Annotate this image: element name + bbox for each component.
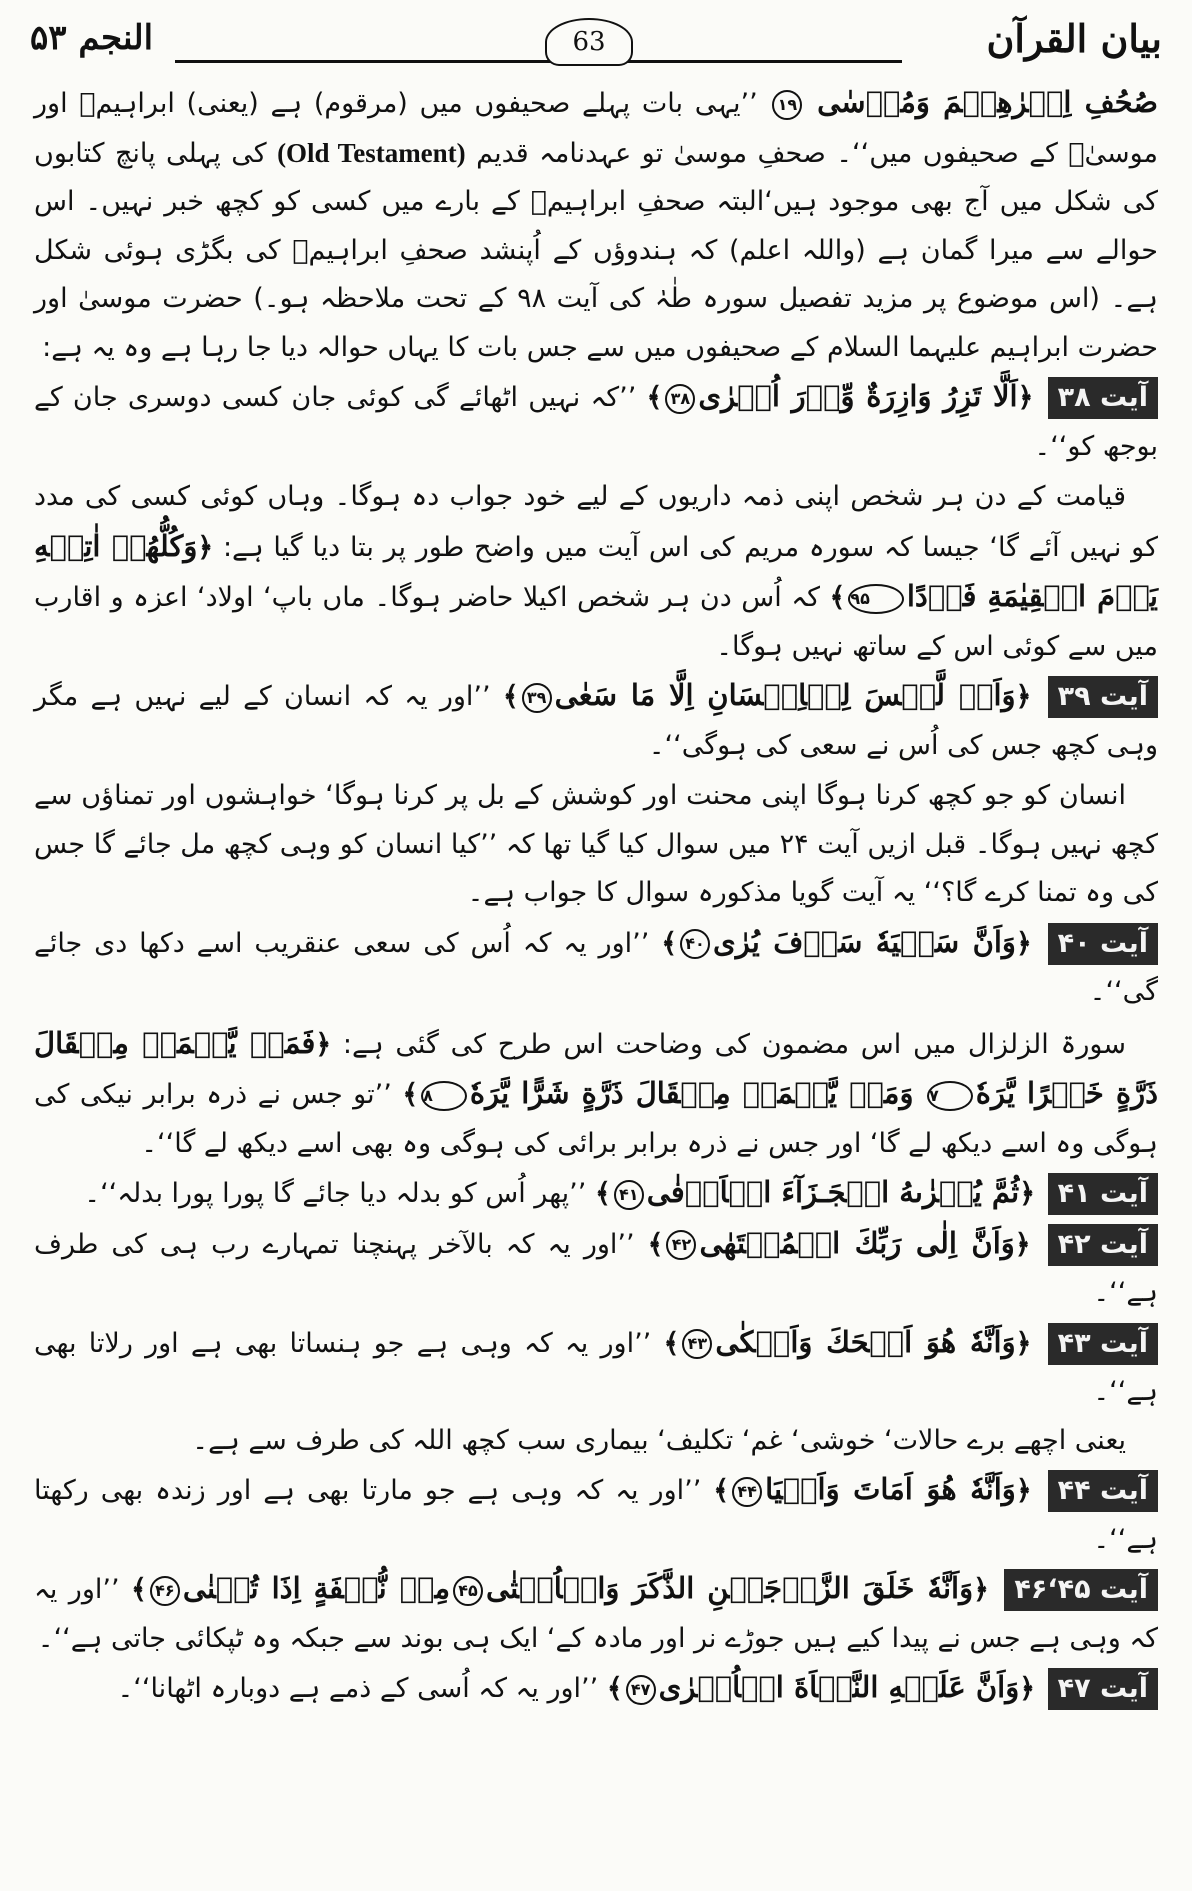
quran-verse: وَاَنَّ سَعۡيَهٗ سَوۡفَ يُرٰى <box>713 924 1016 959</box>
ayah-number-marker: ۹۵ <box>848 584 904 614</box>
ayah-45-46 <box>34 1564 1158 1663</box>
open-bracket: ﴿ <box>315 1028 332 1060</box>
quran-verse: وَاَنَّ عَلَيۡهِ النَّشۡاَةَ الۡاُخۡرٰى <box>658 1670 1020 1704</box>
open-bracket: ﴿ <box>1019 1673 1036 1704</box>
close-bracket: ﴾ <box>663 1327 680 1359</box>
ayah-42 <box>34 1219 1158 1318</box>
ayah-label: آیت ۳۹ <box>1048 676 1158 718</box>
ayah-40 <box>34 918 1158 1017</box>
open-bracket: ﴿ <box>1015 1475 1032 1506</box>
ayah-label: آیت ۴۰ <box>1048 923 1158 965</box>
ayah-number-marker: ۷ <box>927 1081 973 1111</box>
close-bracket: ﴾ <box>661 927 678 959</box>
commentary-text: انسان کو جو کچھ کرنا ہوگا اپنی محنت اور کوشش کے بل پر کرنا ہوگا‘ خواہشوں اور تمناؤں سے کچھ نہیں ہوگا۔ قبل ازیں آیت ۲۴ میں سوال کیا گیا تھا کہ ’’کیا انسان کو وہی کچھ مل جائے گا جس کی وہ تمنا کرے گا؟‘‘ یہ آیت گویا مذکورہ سوال کا جواب ہے۔ <box>34 780 1158 908</box>
ayah-number-marker: ۴۱ <box>614 1180 644 1210</box>
open-bracket: ﴿ <box>1015 1327 1032 1359</box>
page-number: 63 <box>545 18 633 66</box>
quran-excerpt: وَمَنۡ يَّعۡمَلۡ مِثۡقَالَ ذَرَّةٍ شَرًّا يَّرَهٗ <box>469 1076 914 1110</box>
quran-verse: ثُمَّ يُجۡزٰٮهُ الۡجَـزَآءَ الۡاَوۡفٰى <box>646 1175 1020 1209</box>
commentary-text: قیامت کے دن ہر شخص اپنی ذمہ داریوں کے لیے خود جواب دہ ہوگا۔ وہاں کوئی کسی کی مدد کو نہیں آئے گا‘ جیسا کہ سورہ مریم کی اس آیت میں واضح طور پر بتا دیا گیا ہے: <box>34 481 1158 563</box>
paragraph-3 <box>34 772 1158 918</box>
quran-verse: اَلَّا تَزِرُ وَازِرَةٌ وِّزۡرَ اُخۡرٰى <box>698 379 1018 413</box>
quran-verse: وَاَنَّهٗ خَلَقَ الزَّوۡجَيۡنِ الذَّكَرَ وَالۡاُنۡثٰى <box>486 1571 974 1605</box>
quran-excerpt: وَكُلُّهُمۡ اٰتِيۡهِ يَوۡمَ الۡقِيٰمَةِ فَرۡدًا <box>34 528 1158 613</box>
translation-text: ’’کہ نہیں اٹھائے گی کوئی جان کسی دوسری جان کے بوجھ کو‘‘۔ <box>34 382 1158 462</box>
translation-text: ’’اور یہ کہ اُس کی سعی عنقریب اسے دکھا دی جائے گی‘‘۔ <box>34 927 1158 1007</box>
ayah-47 <box>34 1663 1158 1714</box>
ayah-39 <box>34 671 1158 770</box>
translation-text: ’’اور یہ کہ انسان کے لیے نہیں ہے مگر وہی کچھ جس کی اُس نے سعی کی ہوگی‘‘۔ <box>34 681 1158 761</box>
ayah-number-marker: ۳۹ <box>522 683 552 713</box>
commentary-text: سورۃ الزلزال میں اس مضمون کی وضاحت اس طرح کی گئی ہے: <box>342 1028 1126 1060</box>
open-bracket: ﴿ <box>1014 1228 1031 1260</box>
ayah-label: آیت ۴۳ <box>1048 1323 1158 1365</box>
paragraph-4 <box>34 1019 1158 1169</box>
close-bracket: ﴾ <box>594 1178 611 1209</box>
translation-text: ’’اور یہ کہ وہی ہے جو مارتا بھی ہے اور زندہ بھی رکھتا ہے‘‘۔ <box>34 1475 1158 1555</box>
translation-text: ’’اور یہ کہ اُسی کے ذمے ہے دوبارہ اٹھانا‘‘۔ <box>117 1673 599 1704</box>
close-bracket: ﴾ <box>713 1475 730 1506</box>
page-content <box>30 78 1162 1714</box>
english-term: (Old Testament) <box>277 137 466 168</box>
quran-verse: وَاَنَّهٗ هُوَ اَضۡحَكَ وَاَبۡكٰى <box>715 1324 1016 1359</box>
ayah-label: آیت ۴۵‘۴۶ <box>1004 1569 1158 1611</box>
open-bracket: ﴿ <box>1015 927 1032 959</box>
quran-verse: وَاَنَّ اِلٰى رَبِّكَ الۡمُنۡتَهٰى <box>699 1225 1015 1260</box>
book-page <box>30 14 1162 1874</box>
open-bracket: ﴿ <box>1015 681 1032 712</box>
commentary-text: یعنی اچھے برے حالات‘ خوشی‘ غم‘ تکلیف‘ بیماری سب کچھ اللہ کی طرف سے ہے۔ <box>192 1424 1126 1456</box>
ayah-number-marker: ۴۵ <box>453 1576 483 1606</box>
quran-verse: وَاَنۡ لَّيۡسَ لِلۡاِنۡسَانِ اِلَّا مَا سَعٰى <box>554 678 1016 712</box>
commentary-text: کی پہلی پانچ کتابوں کی شکل میں آج بھی موجود ہیں‘البتہ صحفِ ابراہیمؑ کے بارے میں کسی کو کچھ خبر نہیں۔ اس حوالے سے میرا گمان ہے (واللہ اعلم) کہ ہندوؤں کے اُپنشد صحفِ ابراہیمؑ کی بگڑی ہوئی شکل ہے۔ (اس موضوع پر مزید تفصیل سورہ طٰہٰ کی آیت ۹۸ کے تحت ملاحظہ ہو۔) حضرت موسیٰ اور حضرت ابراہیم علیہما السلام کے صحیفوں میں سے جس بات کا یہاں حوالہ دیا جا رہا ہے وہ یہ ہے: <box>34 137 1158 363</box>
translation-text: ’’اور یہ کہ وہی ہے جس نے پیدا کیے ہیں جوڑے نر اور مادہ کے‘ ایک ہی بوند سے جبکہ وہ ٹپکائی جاتی ہے‘‘۔ <box>34 1574 1158 1654</box>
translation-text: ’’اور یہ کہ بالآخر پہنچنا تمہارے رب ہی کی طرف ہے‘‘۔ <box>34 1228 1158 1308</box>
ayah-number-marker: ۴۰ <box>680 929 710 959</box>
close-bracket: ﴾ <box>829 582 846 613</box>
open-bracket: ﴿ <box>1019 1178 1036 1209</box>
close-bracket: ﴾ <box>606 1673 623 1704</box>
ayah-number-marker: ۸ <box>421 1081 467 1111</box>
ayah-number-marker: ۴۶ <box>150 1576 180 1606</box>
ayah-label: آیت ۴۴ <box>1048 1470 1158 1512</box>
page-header <box>30 14 1162 78</box>
ayah-number-marker: ۴۷ <box>626 1675 656 1705</box>
book-title: بیان القرآن <box>978 16 1162 61</box>
ayah-38 <box>34 372 1158 471</box>
ayah-label: آیت ۴۲ <box>1048 1224 1158 1266</box>
ayah-label: آیت ۴۷ <box>1048 1668 1158 1710</box>
ayah-label: آیت ۴۱ <box>1048 1173 1158 1215</box>
translation-text: ’’تو جس نے ذرہ برابر نیکی کی ہوگی وہ اسے دیکھ لے گا‘ اور جس نے ذرہ برابر برائی کی ہوگی وہ بھی اسے دیکھ لے گا‘‘۔ <box>34 1079 1158 1159</box>
ayah-number-marker: ۱۹ <box>772 90 802 120</box>
ayah-41 <box>34 1168 1158 1219</box>
ayah-44 <box>34 1465 1158 1564</box>
quran-excerpt: فَمَنۡ يَّعۡمَلۡ مِثۡقَالَ ذَرَّةٍ خَيۡرًا يَّرَهٗ <box>34 1025 1158 1110</box>
quran-verse: مِنۡ نُّطۡفَةٍ اِذَا تُمۡنٰى <box>182 1571 450 1605</box>
close-bracket: ﴾ <box>647 1228 664 1260</box>
ayah-number-marker: ۳۸ <box>665 384 695 414</box>
close-bracket: ﴾ <box>402 1079 419 1110</box>
header-rule <box>175 60 902 63</box>
paragraph-5 <box>34 1417 1158 1466</box>
close-bracket: ﴾ <box>646 382 663 413</box>
commentary-text: کہ اُس دن ہر شخص اکیلا حاضر ہوگا۔ ماں باپ‘ اولاد‘ اعزہ و اقارب میں سے کوئی اس کے ساتھ نہیں ہوگا۔ <box>34 582 1158 662</box>
translation-text: ’’یہی بات پہلے صحیفوں میں (مرقوم) ہے (یعنی) ابراہیمؑ اور موسیٰؑ کے صحیفوں میں‘‘۔ صحفِ موسیٰ تو عہدنامہ قدیم <box>34 88 1159 169</box>
ayah-number-marker: ۴۴ <box>732 1477 762 1507</box>
close-bracket: ﴾ <box>131 1574 147 1605</box>
quran-verse: وَاَنَّهٗ هُوَ اَمَاتَ وَاَحۡيَا <box>765 1472 1016 1506</box>
surah-title: النجم ۵۳ <box>30 18 161 58</box>
ayah-number-marker: ۴۲ <box>666 1230 696 1260</box>
open-bracket: ﴿ <box>1017 382 1034 413</box>
paragraph-1 <box>34 78 1158 372</box>
quran-excerpt: صُحُفِ اِبۡرٰهِيۡمَ وَمُوۡسٰى <box>817 85 1158 119</box>
open-bracket: ﴿ <box>973 1574 989 1605</box>
ayah-number-marker: ۴۳ <box>682 1329 712 1359</box>
close-bracket: ﴾ <box>502 681 519 712</box>
open-bracket: ﴿ <box>197 531 214 563</box>
ayah-label: آیت ۳۸ <box>1048 377 1158 419</box>
paragraph-2 <box>34 473 1158 671</box>
ayah-43 <box>34 1318 1158 1417</box>
translation-text: ’’اور یہ کہ وہی ہے جو ہنساتا بھی ہے اور رلاتا بھی ہے‘‘۔ <box>34 1327 1158 1407</box>
translation-text: ’’پھر اُس کو بدلہ دیا جائے گا پورا پورا بدلہ‘‘۔ <box>84 1178 587 1209</box>
